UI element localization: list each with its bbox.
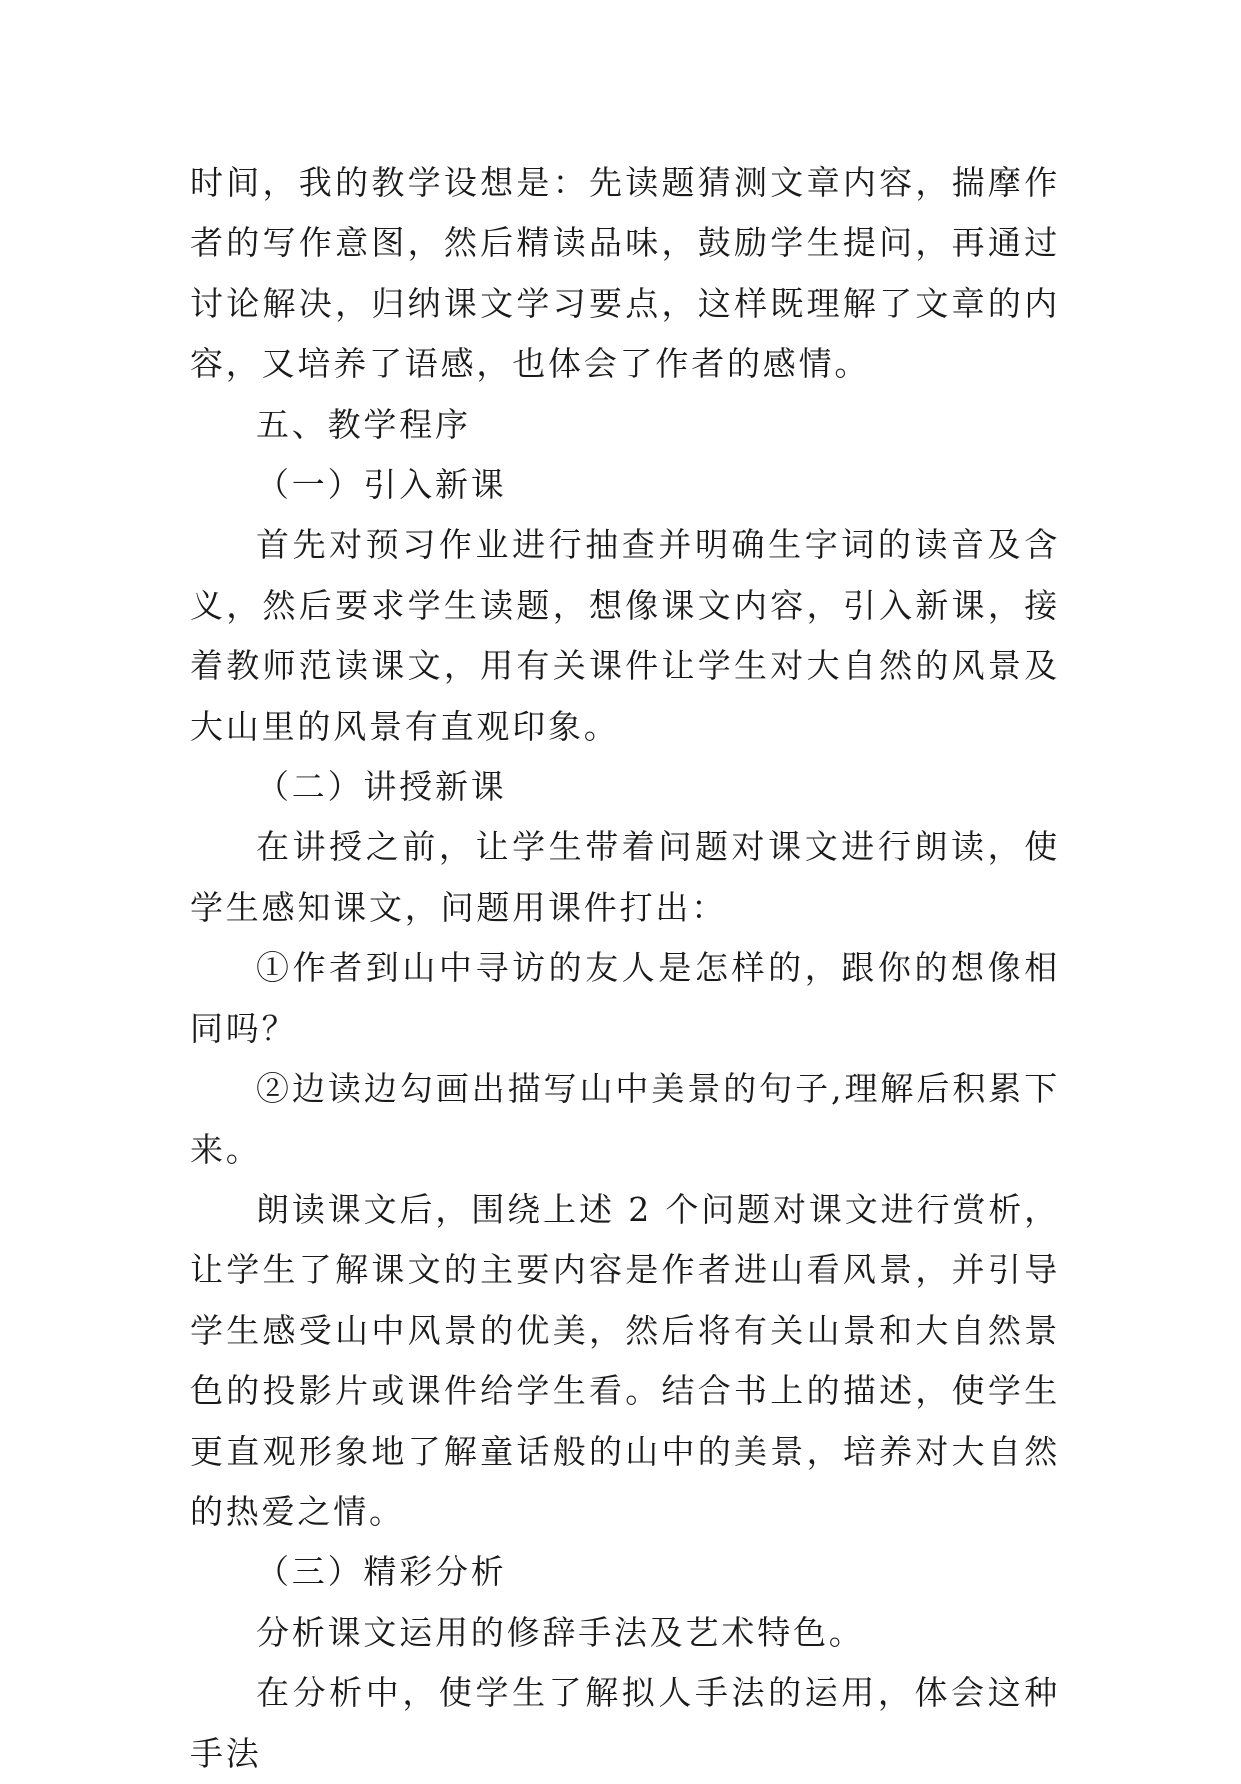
document-body — [190, 153, 1060, 1784]
paragraph-teaching-idea: 时间，我的教学设想是：先读题猜测文章内容，揣摩作者的写作意图，然后精读品味，鼓励学生提问，再通过讨论解决，归纳课文学习要点，这样既理解了文章的内容，又培养了语感，也体会了作者的感情。 — [190, 163, 1060, 384]
paragraph-personification: 在分析中，使学生了解拟人手法的运用，体会这种手法 — [190, 1673, 1060, 1773]
question-item-1: ①作者到山中寻访的友人是怎样的，跟你的想像相同吗？ — [190, 948, 1060, 1048]
subheading-analysis: （三）精彩分析 — [256, 1552, 507, 1592]
paragraph-rhetoric: 分析课文运用的修辞手法及艺术特色。 — [256, 1612, 865, 1652]
paragraph-introduce-lesson: 首先对预习作业进行抽查并明确生字词的读音及含义，然后要求学生读题，想像课文内容，引入新课，接着教师范读课文，用有关课件让学生对大自然的风景及大山里的风景有直观印象。 — [190, 525, 1060, 746]
paragraph-appreciation: 朗读课文后，围绕上述 2 个问题对课文进行赏析，让学生了解课文的主要内容是作者进山看风景，并引导学生感受山中风景的优美，然后将有关山景和大自然景色的投影片或课件给学生看。结合书上的描述，使学生更直观形象地了解童话般的山中的美景，培养对大自然的热爱之情。 — [190, 1189, 1060, 1531]
paragraph-teach-lesson: 在讲授之前，让学生带着问题对课文进行朗读，使学生感知课文，问题用课件打出： — [190, 827, 1060, 927]
heading-teaching-procedure: 五、教学程序 — [256, 404, 471, 444]
question-item-2: ②边读边勾画出描写山中美景的句子,理解后积累下来。 — [190, 1069, 1060, 1169]
subheading-teach-lesson: （二）讲授新课 — [256, 767, 507, 807]
subheading-introduce-lesson: （一）引入新课 — [256, 465, 507, 505]
